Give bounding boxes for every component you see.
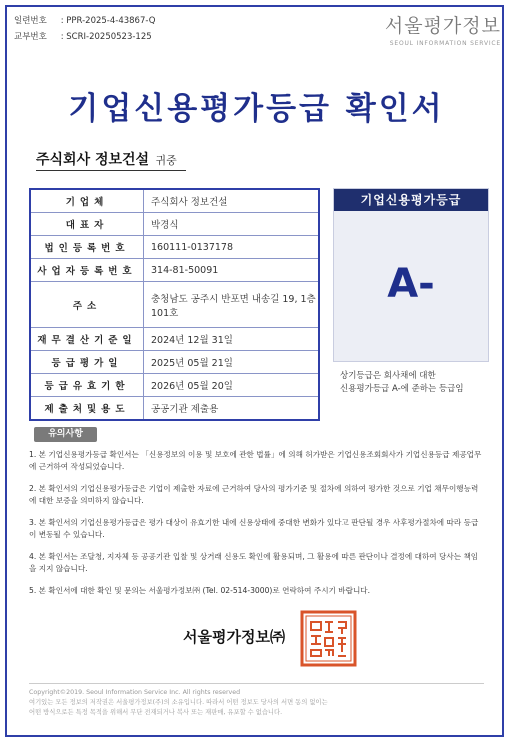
company-info-table [29, 188, 320, 421]
row-label: 제출처및용도 [30, 397, 144, 421]
row-label: 등급유효기한 [30, 374, 144, 397]
grade-header: 기업신용평가등급 [334, 189, 488, 211]
row-value: 2026년 05월 20일 [144, 374, 320, 397]
row-label: 주소 [30, 282, 144, 328]
row-value: 160111-0137178 [144, 236, 320, 259]
notice-item: 4. 본 확인서는 조달청, 지자체 등 공공기관 입찰 및 상거래 신용도 확인에 활용되며, 그 활용에 따른 판단이나 결정에 대하여 당사는 책임을 지지 않습니다. [29, 552, 479, 573]
issue-number-label: 일련번호 [14, 16, 47, 26]
table-row [30, 282, 319, 328]
serial-numbers [14, 13, 155, 45]
issue-number: 일련번호 : PPR-2025-4-43867-Q [14, 13, 155, 29]
table-row [30, 351, 319, 374]
grade-note-line: 신용평가등급 A-에 준하는 등급임 [340, 384, 464, 394]
grade-note-line: 상기등급은 회사채에 대한 [340, 371, 436, 381]
table-row [30, 374, 319, 397]
grade-box [333, 188, 489, 362]
row-label: 등급평가일 [30, 351, 144, 374]
notice-item: 5. 본 확인서에 대한 확인 및 문의는 서울평가정보㈜ (Tel. 02-514-3000)로 연락하여 주시기 바랍니다. [29, 586, 371, 595]
grade-note [340, 370, 464, 396]
table-row [30, 397, 319, 421]
row-value: 박경식 [144, 213, 320, 236]
page-title: 기업신용평가등급 확인서 [68, 91, 445, 127]
row-label: 재무결산기준일 [30, 328, 144, 351]
notice-badge: 유의사항 [34, 427, 97, 442]
brand-name: 서울평가정보 [384, 15, 501, 37]
row-value: 2024년 12월 31일 [144, 328, 320, 351]
issuer-name: 서울평가정보㈜ [183, 628, 285, 646]
footer-text: 여기있는 모든 정보의 저작권은 서울평가정보(주)의 소유입니다. 따라서 어떤 정보도 당사의 서면 동의 없이는 [29, 699, 328, 706]
recipient [36, 149, 177, 169]
notice-item: 2. 본 확인서의 기업신용평가등급은 기업이 제출한 자료에 근거하여 당사의 평가기준 및 절차에 의하여 평가한 것으로 기업 채무이행능력에 대한 보증을 의미하지 않습니다. [29, 484, 479, 505]
report-number-value: SCRI-20250523-125 [66, 32, 152, 42]
brand-subtitle: SEOUL INFORMATION SERVICE [389, 40, 501, 47]
grade-value: A- [387, 261, 435, 307]
table-row [30, 189, 319, 213]
report-number-label: 교부번호 [14, 32, 47, 42]
table-row [30, 259, 319, 282]
brand-logo [385, 11, 501, 47]
notice-item: 3. 본 확인서의 기업신용평가등급은 평가 대상이 유효기한 내에 신용상태에 중대한 변화가 있다고 판단될 경우 사후평가절차에 따라 등급이 변동될 수 있습니다. [29, 518, 479, 539]
footer-text: 어떤 방식으로든 특정 목적을 위해서 무단 전재되거나 복사 또는 재판매, 유포할 수 없습니다. [29, 709, 283, 716]
row-label: 법인등록번호 [30, 236, 144, 259]
notice-item: 1. 본 기업신용평가등급 확인서는 「신용정보의 이용 및 보호에 관한 법률」에 의해 허가받은 기업신용조회회사가 기업신용등급 제공업무에 근거하여 작성되었습니다. [29, 450, 482, 471]
footer [29, 688, 489, 718]
table-row [30, 213, 319, 236]
copyright-text: Copyright©2019. Seoul Information Service Inc. All rights reserved [29, 689, 241, 696]
row-value: 2025년 05월 21일 [144, 351, 320, 374]
row-label: 기업체 [30, 189, 144, 213]
row-value: 공공기관 제출용 [144, 397, 320, 421]
row-label: 사업자등록번호 [30, 259, 144, 282]
issue-number-value: PPR-2025-4-43867-Q [66, 16, 156, 26]
row-value: 충청남도 공주시 반포면 내송길 19, 1층 101호 [144, 282, 320, 328]
table-row [30, 328, 319, 351]
row-value: 314-81-50091 [144, 259, 320, 282]
recipient-company: 주식회사 정보건설 [36, 152, 150, 168]
notice-list [29, 449, 484, 607]
company-seal-icon [300, 610, 357, 667]
recipient-underline [36, 170, 186, 171]
footer-divider [29, 683, 484, 684]
recipient-suffix: 귀중 [155, 154, 177, 167]
report-number: 교부번호 : SCRI-20250523-125 [14, 29, 155, 45]
table-row [30, 236, 319, 259]
row-value: 주식회사 정보건설 [144, 189, 320, 213]
row-label: 대표자 [30, 213, 144, 236]
